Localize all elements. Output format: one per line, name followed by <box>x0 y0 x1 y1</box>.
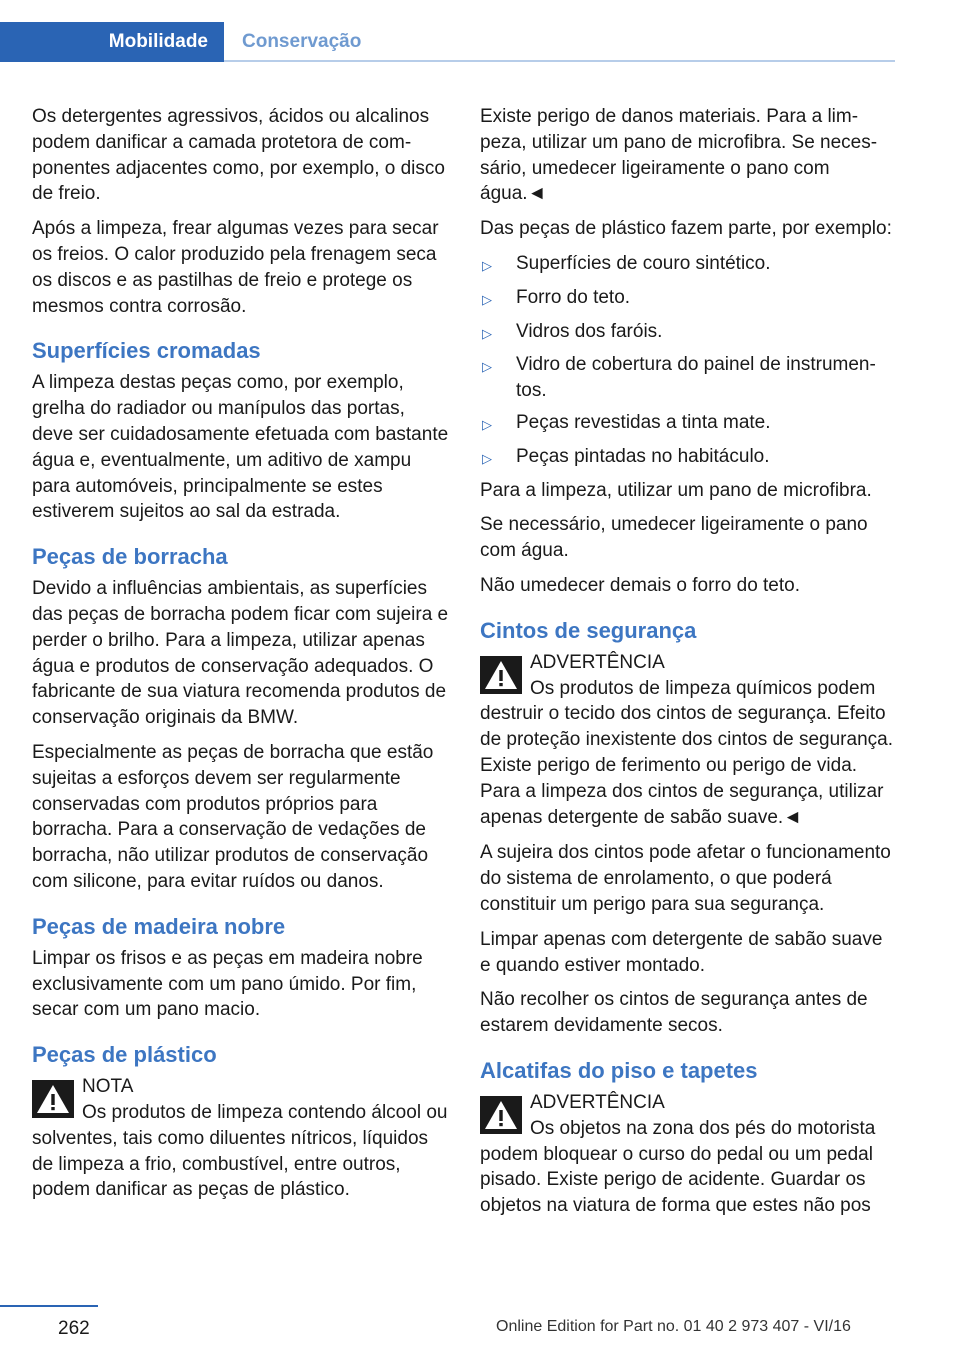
triangle-bullet-icon: ▷ <box>482 450 492 466</box>
paragraph: Não recolher os cintos de segurança antes de estarem devidamente secos. <box>480 989 868 1037</box>
triangle-bullet-icon: ▷ <box>482 257 492 273</box>
note-box <box>32 1074 450 1203</box>
warning-triangle-icon <box>32 1080 74 1118</box>
warning-text: Os produtos de limpeza químicos podem destruir o tecido dos cintos de segurança. Efeito de proteção inexistente dos cintos de segurança. Existe perigo de ferimento ou perigo de vida. Para a limpeza dos cintos de segurança, utilizar apenas detergente de sabão suave.◄ <box>480 677 893 828</box>
list-item: ▷ Vidro de cobertura do painel de instrumentos. <box>480 352 898 404</box>
warning-triangle-icon <box>480 656 522 694</box>
page-header <box>0 0 960 62</box>
left-column <box>32 104 450 1213</box>
note-text: Os produtos de limpeza contendo álcool ou solventes, tais como diluentes nítricos, líquidos de limpeza a frio, combustível, entre outros, podem danificar as peças de plástico. <box>32 1101 448 1201</box>
warning-text: Os objetos na zona dos pés do motorista podem bloquear o curso do pedal ou um pedal pisado. Existe perigo de acidente. Guardar os objetos na viatura de forma que estes não pos <box>480 1117 876 1217</box>
list-item: ▷ Peças pintadas no habitáculo. <box>480 444 898 472</box>
paragraph: A sujeira dos cintos pode afetar o funcionamento do sistema de enrolamento, o que poderá constituir um perigo para sua segurança. <box>480 842 891 915</box>
bullet-list <box>480 251 898 472</box>
warning-title: ADVERTÊNCIA <box>530 1091 665 1113</box>
warning-box <box>480 1090 898 1219</box>
note-title: NOTA <box>82 1076 134 1098</box>
section-tab-conservacao: Conservação <box>242 31 362 52</box>
paragraph: Das peças de plástico fazem parte, por exemplo: <box>480 218 892 240</box>
section-heading: Alcatifas do piso e tapetes <box>480 1057 758 1083</box>
triangle-bullet-icon: ▷ <box>482 291 492 307</box>
page-number: 262 <box>58 1318 90 1339</box>
section-heading: Peças de madeira nobre <box>32 913 286 939</box>
section-heading: Superfícies cromadas <box>32 338 261 364</box>
triangle-bullet-icon: ▷ <box>482 325 492 341</box>
paragraph: Devido a influências ambientais, as superfícies das peças de borracha podem ficar com sujeira e perder o brilho. Para a limpeza, utilizar apenas água e produtos de conservação adequados. O fabricante de sua viatura recomenda produtos de conservação originais da BMW. <box>32 578 449 729</box>
paragraph: Para a limpeza, utilizar um pano de microfibra. <box>480 479 872 501</box>
paragraph: Após a limpeza, frear algumas vezes para secar os freios. O calor produzido pela frenagem seca os discos e as pastilhas de freio e protege os mesmos contra corrosão. <box>32 218 439 317</box>
paragraph: Especialmente as peças de borracha que estão sujeitas a esforços devem ser regularmente conservadas com produtos próprios para borracha. Para a conservação de vedações de borracha, não utilizar produtos de conservação com silicone, para evitar ruídos ou danos. <box>32 741 434 892</box>
edition-note: Online Edition for Part no. 01 40 2 973 407 - VI/16 <box>496 1318 851 1335</box>
paragraph: Não umedecer demais o forro do teto. <box>480 574 801 596</box>
paragraph: Limpar os frisos e as peças em madeira nobre exclusivamente com um pano úmido. Por fim, secar com um pano macio. <box>32 947 423 1021</box>
section-heading: Peças de plástico <box>32 1042 217 1068</box>
paragraph: Se necessário, umedecer ligeiramente o pano com água. <box>480 514 868 562</box>
warning-box <box>480 650 898 831</box>
warning-triangle-icon <box>480 1096 522 1134</box>
paragraph: Os detergentes agressivos, ácidos ou alcalinos podem danificar a camada protetora de componentes adjacentes como, por exemplo, o disco de freio. <box>32 106 445 205</box>
section-tab-mobilidade: Mobilidade <box>0 22 224 62</box>
right-column <box>480 104 898 1229</box>
footer-rule <box>0 1305 98 1307</box>
warning-title: ADVERTÊNCIA <box>530 651 665 673</box>
section-heading: Peças de borracha <box>32 544 228 570</box>
header-rule <box>224 60 895 62</box>
list-item: ▷ Peças revestidas a tinta mate. <box>480 410 898 438</box>
triangle-bullet-icon: ▷ <box>482 416 492 432</box>
section-heading: Cintos de segurança <box>480 617 697 643</box>
paragraph: Existe perigo de danos materiais. Para a limpeza, utilizar um pano de microfibra. Se necessário, umedecer ligeiramente o pano com água.◄ <box>480 106 878 205</box>
paragraph: Limpar apenas com detergente de sabão suave e quando estiver montado. <box>480 928 883 976</box>
list-item: ▷ Forro do teto. <box>480 285 898 313</box>
triangle-bullet-icon: ▷ <box>482 359 492 375</box>
paragraph: A limpeza destas peças como, por exemplo, grelha do radiador ou manípulos das portas, deve ser cuidadosamente efetuada com bastante água e, eventualmente, um aditivo de xampu para automóveis, principalmente se estes estiverem sujeitos ao sal da estrada. <box>32 372 449 523</box>
list-item: ▷ Vidros dos faróis. <box>480 319 898 347</box>
list-item: ▷ Superfícies de couro sintético. <box>480 251 898 279</box>
